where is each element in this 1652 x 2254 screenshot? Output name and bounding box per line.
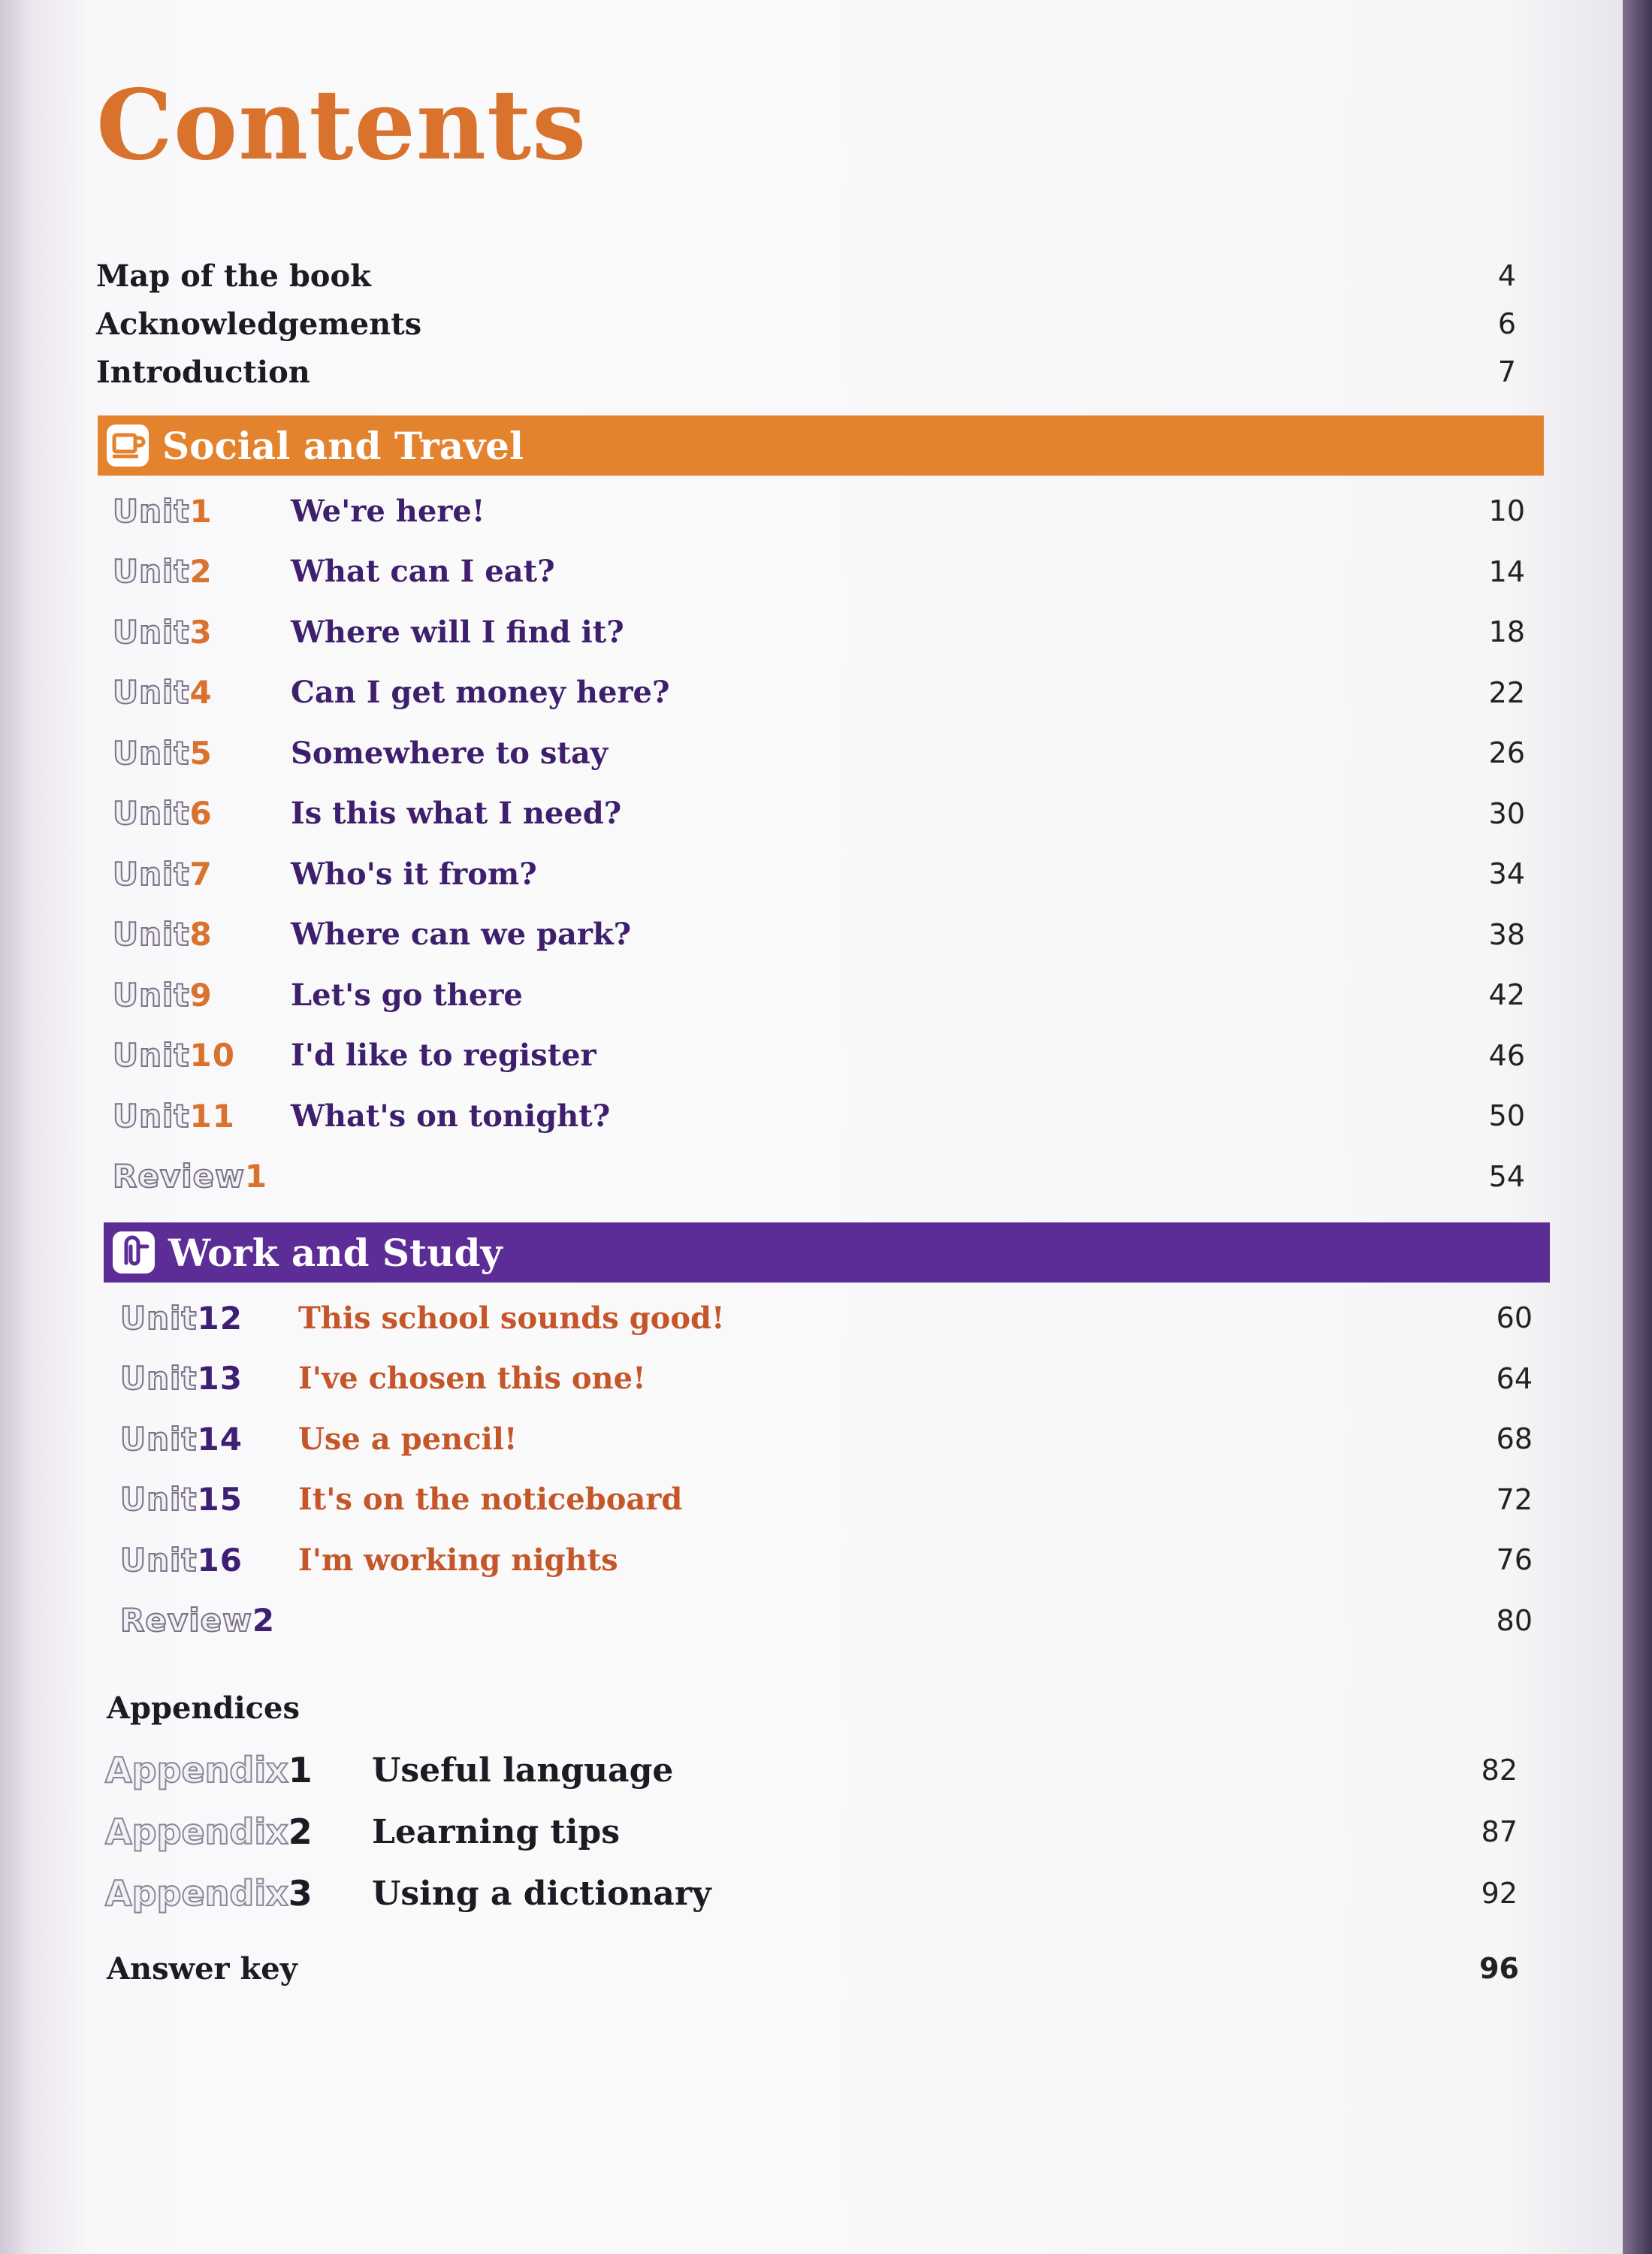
review-entry[interactable] <box>120 1591 1533 1651</box>
page-number: 14 <box>1488 554 1525 588</box>
unit-title: Is this what I need? <box>291 796 622 832</box>
unit-entry[interactable] <box>113 784 1525 844</box>
page-number: 60 <box>1496 1301 1533 1335</box>
page-number: 72 <box>1496 1482 1533 1516</box>
unit-label: Unit12 <box>120 1299 243 1337</box>
appendix-label: Appendix3 <box>105 1873 313 1914</box>
page-number: 92 <box>1481 1877 1518 1910</box>
unit-title: Somewhere to stay <box>291 735 608 771</box>
unit-entry[interactable] <box>113 602 1525 663</box>
unit-label: Unit6 <box>113 795 213 832</box>
unit-label: Unit4 <box>113 674 213 712</box>
page-number: 38 <box>1488 917 1525 951</box>
unit-entry[interactable] <box>113 663 1525 724</box>
unit-label: Unit7 <box>113 855 213 893</box>
unit-label: Unit5 <box>113 734 213 772</box>
front-matter-item[interactable] <box>96 252 1516 300</box>
page-number: 68 <box>1496 1422 1533 1456</box>
page-number: 18 <box>1488 615 1525 649</box>
unit-entry[interactable] <box>120 1530 1533 1591</box>
unit-title: We're here! <box>291 493 485 529</box>
review-label: Review2 <box>120 1602 276 1639</box>
unit-title: Where can we park? <box>291 917 632 953</box>
review-label: Review1 <box>113 1158 268 1195</box>
answer-key-label: Answer key <box>107 1950 297 1987</box>
unit-entry[interactable] <box>120 1288 1533 1349</box>
unit-entry[interactable] <box>113 1026 1525 1086</box>
unit-title: It's on the noticeboard <box>298 1482 683 1518</box>
unit-label: Unit3 <box>113 613 213 651</box>
front-matter-label: Map of the book <box>96 258 371 294</box>
unit-entry[interactable] <box>120 1409 1533 1470</box>
unit-entry[interactable] <box>113 723 1525 784</box>
unit-title: Use a pencil! <box>298 1421 518 1457</box>
appendix-title: Useful language <box>372 1751 674 1790</box>
unit-label: Unit11 <box>113 1097 235 1135</box>
unit-label: Unit10 <box>113 1037 235 1074</box>
unit-title: What can I eat? <box>291 554 555 590</box>
book-spine-edge <box>1623 0 1652 2254</box>
unit-title: Who's it from? <box>291 856 537 892</box>
unit-entry[interactable] <box>120 1349 1533 1410</box>
appendix-entry[interactable] <box>105 1863 1518 1924</box>
unit-title: Can I get money here? <box>291 675 670 711</box>
page-number: 34 <box>1488 857 1525 891</box>
front-matter-item[interactable] <box>96 348 1516 396</box>
page-title: Contents <box>96 69 587 182</box>
unit-label: Unit13 <box>120 1360 243 1397</box>
page-number: 64 <box>1496 1361 1533 1395</box>
unit-entry[interactable] <box>113 1086 1525 1147</box>
unit-entry[interactable] <box>113 844 1525 905</box>
section-header-social-travel <box>98 415 1544 476</box>
unit-title: I'd like to register <box>291 1038 596 1074</box>
page-number: 87 <box>1481 1815 1518 1848</box>
page-number: 26 <box>1488 736 1525 770</box>
unit-label: Unit14 <box>120 1420 243 1458</box>
page-number: 54 <box>1488 1159 1525 1193</box>
section-heading: Work and Study <box>168 1230 503 1275</box>
unit-title: I've chosen this one! <box>298 1361 646 1397</box>
unit-entry[interactable] <box>113 905 1525 965</box>
page-number: 7 <box>1497 355 1516 388</box>
unit-label: Unit16 <box>120 1541 243 1579</box>
paperclip-icon <box>104 1222 164 1283</box>
unit-title: What's on tonight? <box>291 1098 611 1134</box>
review-entry[interactable] <box>113 1147 1525 1207</box>
section-header-work-study <box>104 1222 1550 1283</box>
unit-title: This school sounds good! <box>298 1300 725 1336</box>
section-heading: Social and Travel <box>162 423 524 468</box>
unit-entry[interactable] <box>113 965 1525 1026</box>
page-number: 82 <box>1481 1754 1518 1787</box>
page-number: 4 <box>1497 259 1516 292</box>
page-number: 50 <box>1488 1099 1525 1133</box>
answer-key-entry[interactable] <box>107 1946 1519 1991</box>
page-number: 96 <box>1479 1952 1519 1985</box>
unit-title: I'm working nights <box>298 1542 618 1578</box>
front-matter-list <box>96 252 1516 396</box>
appendix-title: Learning tips <box>372 1812 620 1851</box>
unit-label: Unit15 <box>120 1481 243 1518</box>
page-number: 6 <box>1497 307 1516 340</box>
unit-label: Unit2 <box>113 553 213 591</box>
appendix-label: Appendix1 <box>105 1750 313 1790</box>
unit-entry[interactable] <box>113 481 1525 542</box>
unit-entry[interactable] <box>113 542 1525 603</box>
page-number: 76 <box>1496 1543 1533 1577</box>
front-matter-item[interactable] <box>96 300 1516 348</box>
unit-label: Unit8 <box>113 916 213 953</box>
page-number: 42 <box>1488 978 1525 1012</box>
page-number: 30 <box>1488 796 1525 830</box>
coffee-cup-icon <box>98 415 158 476</box>
unit-list-work-study <box>120 1288 1533 1651</box>
appendix-entry[interactable] <box>105 1801 1518 1863</box>
front-matter-label: Acknowledgements <box>96 306 422 342</box>
appendix-label: Appendix2 <box>105 1811 313 1852</box>
page-number: 22 <box>1488 675 1525 709</box>
page-number: 46 <box>1488 1038 1525 1072</box>
unit-list-social-travel <box>113 481 1525 1207</box>
appendix-list <box>105 1739 1518 1924</box>
appendices-heading: Appendices <box>107 1690 300 1726</box>
unit-entry[interactable] <box>120 1470 1533 1530</box>
page-number: 10 <box>1488 494 1525 528</box>
unit-label: Unit9 <box>113 976 213 1014</box>
unit-title: Where will I find it? <box>291 614 624 650</box>
appendix-entry[interactable] <box>105 1739 1518 1801</box>
front-matter-label: Introduction <box>96 354 310 390</box>
unit-label: Unit1 <box>113 492 213 530</box>
appendix-title: Using a dictionary <box>372 1874 711 1913</box>
unit-title: Let's go there <box>291 977 523 1013</box>
page-number: 80 <box>1496 1603 1533 1637</box>
